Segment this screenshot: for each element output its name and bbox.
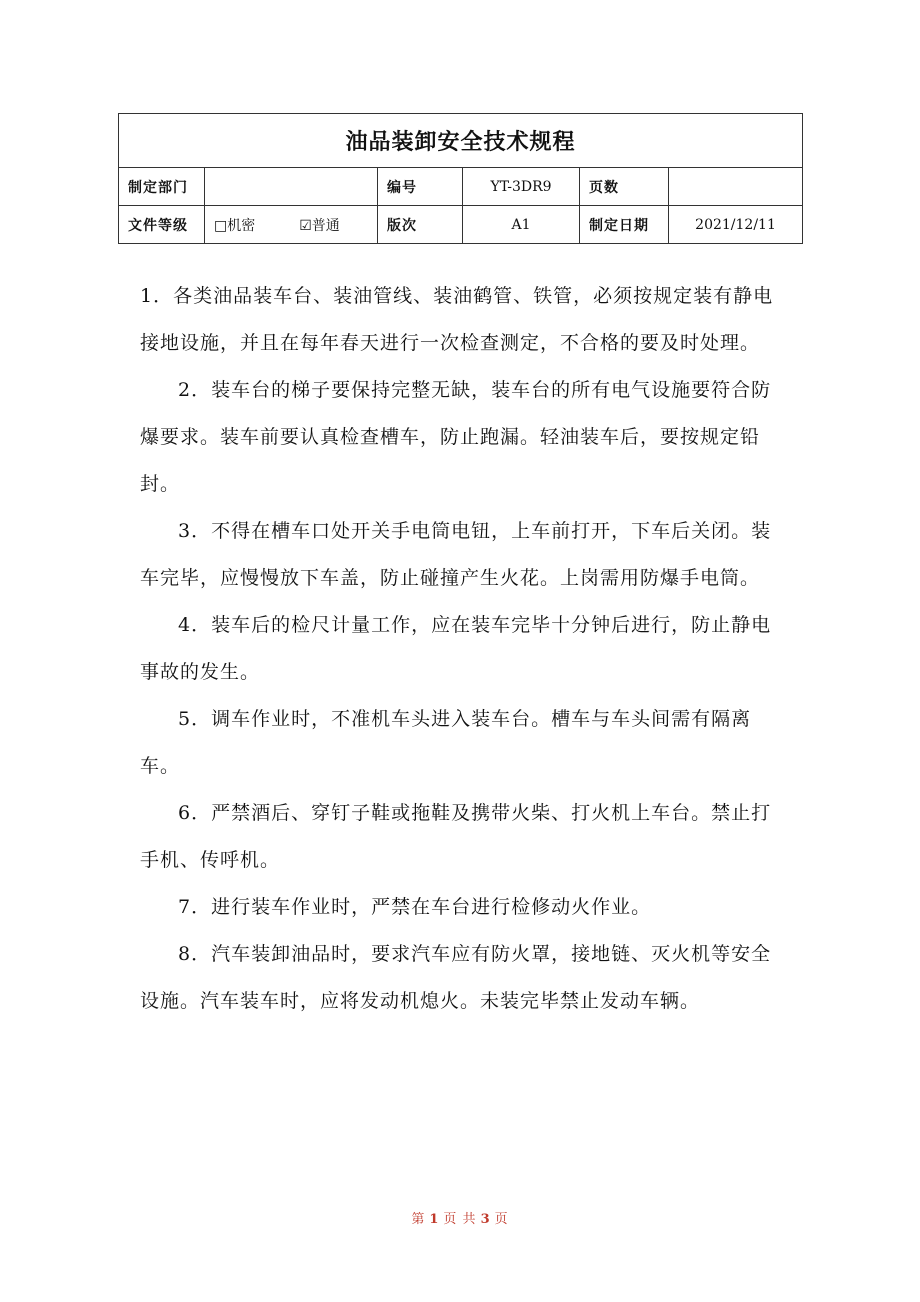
footer-middle: 页 共 xyxy=(443,1212,477,1227)
dept-value xyxy=(205,168,378,206)
date-value: 2021/12/11 xyxy=(669,206,803,244)
paragraph: 3．不得在槽车口处开关手电筒电钮，上车前打开，下车后关闭。装车完毕，应慢慢放下车盖，防止碰撞产生火花。上岗需用防爆手电筒。 xyxy=(140,520,772,589)
document-title: 油品装卸安全技术规程 xyxy=(119,114,803,168)
grade-label: 文件等级 xyxy=(119,206,205,244)
footer-suffix: 页 xyxy=(494,1212,509,1227)
code-value: YT-3DR9 xyxy=(463,168,580,206)
footer-current-page: 1 xyxy=(429,1212,440,1227)
paragraph: 5．调车作业时，不准机车头进入装车台。槽车与车头间需有隔离车。 xyxy=(140,708,752,777)
paragraph: 1．各类油品装车台、装油管线、装油鹤管、铁管，必须按规定装有静电接地设施，并且在每年春天进行一次检查测定，不合格的要及时处理。 xyxy=(140,285,774,354)
document-header-table xyxy=(118,113,803,244)
grade-option-confidential: □机密 xyxy=(214,217,256,234)
paragraph: 7．进行装车作业时，严禁在车台进行检修动火作业。 xyxy=(178,896,652,918)
footer-total-pages: 3 xyxy=(480,1212,491,1227)
grade-options xyxy=(205,206,378,244)
page-footer xyxy=(0,1208,920,1227)
paragraph: 8．汽车装卸油品时，要求汽车应有防火罩，接地链、灭火机等安全设施。汽车装车时，应将发动机熄火。未装完毕禁止发动车辆。 xyxy=(140,943,772,1012)
dept-label: 制定部门 xyxy=(119,168,205,206)
version-value: A1 xyxy=(463,206,580,244)
paragraph: 4．装车后的检尺计量工作，应在装车完毕十分钟后进行，防止静电事故的发生。 xyxy=(140,614,772,683)
version-label: 版次 xyxy=(378,206,463,244)
pages-value xyxy=(669,168,803,206)
grade-option-normal: ☑普通 xyxy=(299,217,340,234)
footer-prefix: 第 xyxy=(411,1212,426,1227)
document-body xyxy=(140,273,785,1025)
date-label: 制定日期 xyxy=(580,206,669,244)
pages-label: 页数 xyxy=(580,168,669,206)
code-label: 编号 xyxy=(378,168,463,206)
paragraph: 2．装车台的梯子要保持完整无缺，装车台的所有电气设施要符合防爆要求。装车前要认真检查槽车，防止跑漏。轻油装车后，要按规定铅封。 xyxy=(140,379,772,495)
paragraph: 6．严禁酒后、穿钉子鞋或拖鞋及携带火柴、打火机上车台。禁止打手机、传呼机。 xyxy=(140,802,772,871)
